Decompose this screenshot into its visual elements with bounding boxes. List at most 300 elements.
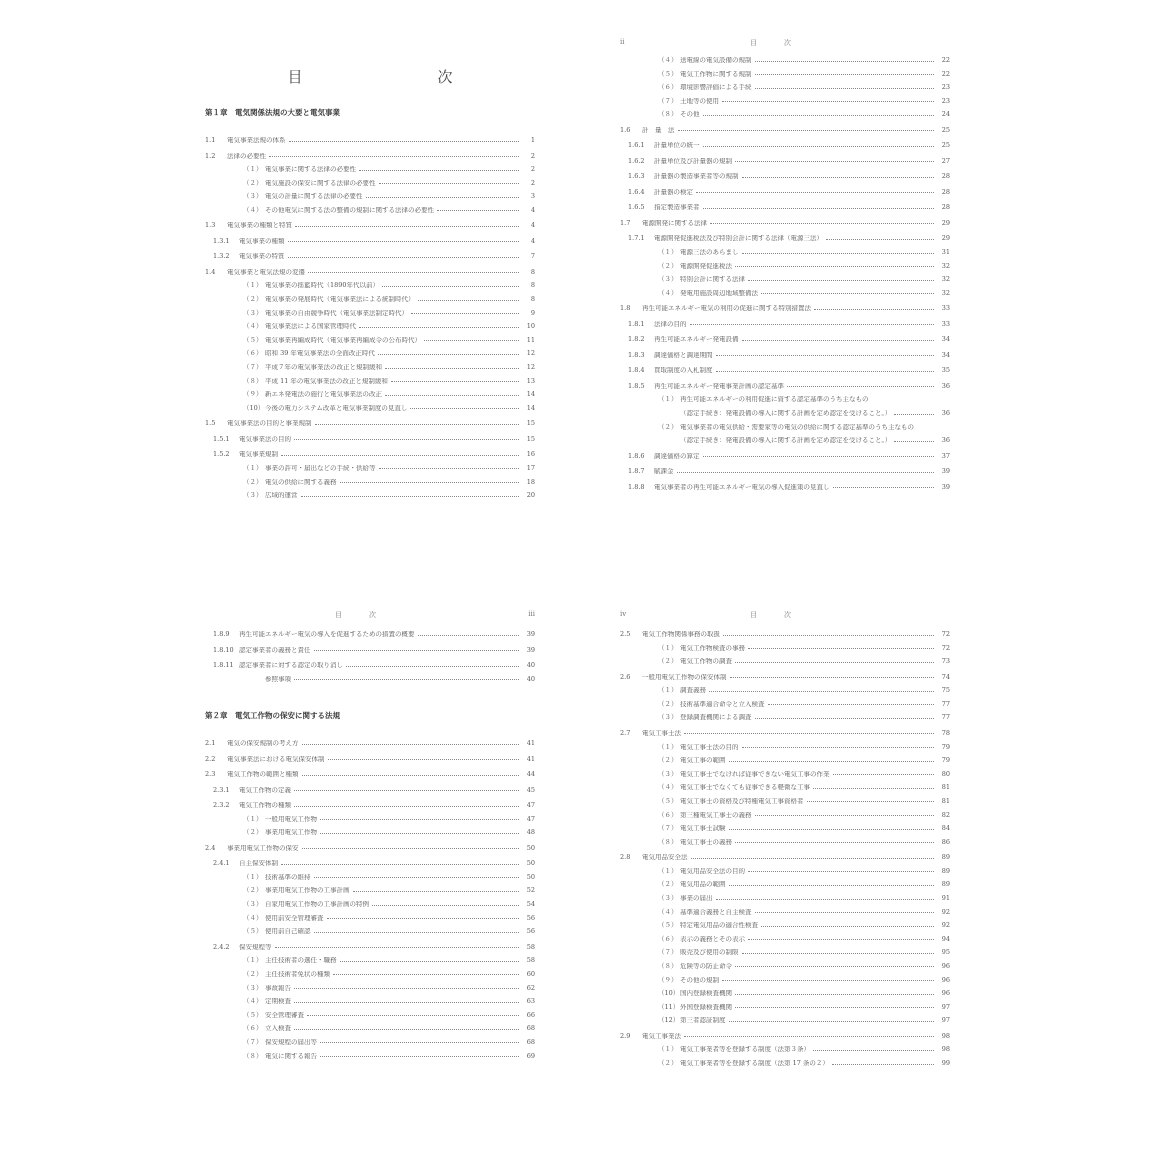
- toc-entry: [205, 275, 535, 289]
- leader-dots: [424, 340, 519, 341]
- toc-entry-page: 73: [941, 657, 950, 666]
- toc-entry-page: 2: [530, 165, 535, 174]
- toc-entry: [620, 195, 950, 211]
- toc-entry: [620, 50, 950, 64]
- toc-entry: [620, 226, 950, 242]
- toc-entry-text: 再生可能エネルギー電気の導入を促進するための措置の概要: [239, 631, 415, 638]
- toc-entry-page: 77: [941, 713, 950, 722]
- toc-entry-page: 29: [941, 234, 950, 243]
- toc-entry-page: 97: [941, 1002, 950, 1011]
- toc-entry: [205, 128, 535, 144]
- toc-entry-text: 調達価格の算定: [654, 452, 700, 460]
- toc-entry-text: 電気事業法規の体系: [227, 137, 286, 144]
- toc-entry-text: 電気の供給に関する義務: [265, 478, 337, 485]
- toc-entry-page: 14: [526, 390, 535, 399]
- page-number: ii: [620, 38, 625, 46]
- toc-entry-page: 77: [941, 699, 950, 708]
- leader-dots: [359, 170, 519, 171]
- toc-entry-number: 2.6: [620, 672, 631, 681]
- toc-entry: [205, 371, 535, 385]
- toc-entry-text: 電気用品安全法の目的: [680, 867, 745, 875]
- toc-entry: [205, 638, 535, 654]
- toc-entry-text: 電気工作物関係事務の取扱: [642, 631, 720, 638]
- toc-entry-text: 電気事業法による国家管理時代: [265, 323, 356, 330]
- leader-dots: [289, 141, 520, 142]
- leader-dots: [814, 309, 934, 310]
- toc-entry-number: （４）: [243, 205, 263, 214]
- running-head: [205, 610, 535, 622]
- toc-entry-page: 23: [941, 96, 950, 105]
- toc-entry-page: 8: [530, 267, 535, 276]
- toc-entry-page: 79: [941, 756, 950, 765]
- leader-dots: [755, 815, 935, 816]
- leader-dots: [340, 961, 520, 962]
- toc-entry-page: 40: [526, 674, 535, 683]
- toc-entry-page: 7: [530, 252, 535, 261]
- toc-entry-page: 45: [526, 785, 535, 794]
- leader-dots: [813, 1050, 934, 1051]
- leader-dots: [748, 871, 934, 872]
- toc-entry: [205, 330, 535, 344]
- toc-entry-page: 22: [941, 56, 950, 65]
- leader-dots: [346, 666, 519, 667]
- toc-entry-page: 1: [530, 136, 535, 144]
- toc-entry-number: （５）: [243, 927, 263, 936]
- toc-entry-number: （３）: [658, 769, 678, 778]
- toc-entry-number: （３）: [243, 900, 263, 909]
- toc-entry-text: 電気用品の範囲: [680, 881, 726, 888]
- leader-dots: [294, 790, 519, 791]
- toc-entry: [205, 793, 535, 809]
- leader-dots: [307, 1015, 519, 1016]
- toc-entry-text: その他: [680, 111, 700, 118]
- leader-dots: [729, 761, 935, 762]
- toc-entry-text: 事業の届出: [680, 895, 713, 902]
- toc-entry: [205, 880, 535, 894]
- toc-entry-text: 電気事業の揺籃時代（1890年代以前）: [265, 282, 380, 289]
- toc-entry-page: 94: [941, 934, 950, 943]
- toc-entry: [620, 861, 950, 875]
- toc-entry-text: 電気施設の保安に関する法律の必要性: [265, 179, 376, 187]
- leader-dots: [894, 441, 934, 442]
- toc-entry-text: 買取制度の入札制度: [654, 367, 713, 374]
- toc-entry-page: 33: [941, 304, 950, 313]
- leader-dots: [807, 801, 935, 802]
- leader-dots: [379, 183, 520, 184]
- toc-entry-text: 安全管理審査: [265, 1011, 304, 1019]
- page-number: iii: [528, 610, 535, 618]
- toc-entry-text: 計 量 法: [642, 126, 675, 134]
- page-number: iv: [620, 610, 627, 618]
- toc-entry-page: 39: [526, 645, 535, 654]
- toc-entry-number: 2.4.2: [213, 942, 230, 951]
- leader-dots: [748, 648, 934, 649]
- toc-entry-page: 2: [530, 178, 535, 187]
- toc-entry-number: 1.6: [620, 125, 631, 134]
- toc-entry-text: 再生可能エネルギーの利用促進に資する認定基準のうち主なもの: [680, 396, 869, 403]
- toc-entry-text: 電気工事士法: [642, 729, 681, 737]
- toc-entry-number: 2.3.1: [213, 785, 230, 794]
- toc-entry-number: 1.8.8: [628, 482, 645, 491]
- toc-entry-number: 1.4: [205, 267, 216, 276]
- leader-dots: [320, 1056, 519, 1057]
- toc-entry-page: 50: [526, 872, 535, 881]
- leader-dots: [366, 197, 520, 198]
- leader-dots: [391, 381, 519, 382]
- toc-entry-page: 32: [941, 275, 950, 284]
- leader-dots: [833, 774, 935, 775]
- toc-entry: [620, 312, 950, 328]
- toc-entry-number: （４）: [658, 56, 678, 65]
- toc-entry: [620, 475, 950, 491]
- toc-entry-text: 電気事業の自由競争時代（電気事業法制定時代）: [265, 309, 408, 317]
- toc-entry: [620, 874, 950, 888]
- toc-entry: [205, 822, 535, 836]
- toc-entry-number: （10）: [658, 989, 680, 998]
- leader-dots: [294, 806, 519, 807]
- toc-entry: [205, 894, 535, 908]
- toc-entry-page: 96: [941, 975, 950, 984]
- toc-entry-number: 1.7.1: [628, 234, 645, 243]
- toc-entry-page: 92: [941, 907, 950, 916]
- leader-dots: [735, 842, 934, 843]
- toc-entry: [205, 778, 535, 794]
- leader-dots: [288, 257, 520, 258]
- toc-entry-page: 35: [941, 366, 950, 375]
- toc-entry-number: 2.1: [205, 739, 216, 748]
- leader-dots: [755, 88, 935, 89]
- toc-entry: [205, 762, 535, 778]
- toc-list: [205, 731, 535, 1059]
- leader-dots: [755, 74, 935, 75]
- toc-entry: [620, 133, 950, 149]
- toc-entry-page: 99: [941, 1059, 950, 1068]
- toc-entry: [205, 836, 535, 852]
- toc-entry-text: 国内登録検査機関: [680, 990, 732, 997]
- toc-entry-page: 68: [526, 1024, 535, 1033]
- toc-entry-text: 危険等の防止命令: [680, 962, 732, 970]
- toc-entry-page: 47: [526, 814, 535, 823]
- toc-entry-number: （６）: [658, 810, 678, 819]
- toc-entry-page: 89: [941, 866, 950, 875]
- toc-entry-text: 第三者認証制度: [680, 1017, 726, 1024]
- toc-entry-text: 技術基準適合命令と立入検査: [680, 700, 765, 708]
- toc-entry: [620, 242, 950, 256]
- toc-entry-text: 電気工作物の範囲と種類: [227, 771, 299, 778]
- toc-entry-page: 33: [941, 319, 950, 328]
- leader-dots: [710, 223, 934, 224]
- toc-entry-text: 使用前自己確認: [265, 928, 311, 935]
- toc-page-bottom-left: [205, 610, 535, 1059]
- toc-page-top-left: [205, 60, 535, 499]
- toc-entry: [620, 997, 950, 1011]
- toc-entry-page: 41: [526, 754, 535, 763]
- toc-entry: [620, 180, 950, 196]
- leader-dots: [703, 456, 935, 457]
- toc-entry-number: （８）: [658, 961, 678, 970]
- toc-entry-page: 96: [941, 989, 950, 998]
- leader-dots: [411, 313, 519, 314]
- toc-entry: [620, 1039, 950, 1053]
- toc-entry-page: 81: [941, 783, 950, 792]
- toc-entry-number: （８）: [243, 1051, 263, 1060]
- leader-dots: [302, 744, 520, 745]
- toc-entry-number: （２）: [243, 828, 263, 837]
- toc-entry-text: 電気工作物の種類: [239, 802, 291, 809]
- toc-entry: [205, 964, 535, 978]
- leader-dots: [735, 966, 934, 967]
- leader-dots: [703, 208, 935, 209]
- toc-entry-text: 調査義務: [680, 687, 706, 694]
- leader-dots: [372, 905, 519, 906]
- leader-dots: [735, 994, 934, 995]
- toc-entry-text: 電源開発促進税法及び特別会計に関する法律（電源三法）: [654, 235, 823, 242]
- toc-entry: [620, 777, 950, 791]
- leader-dots: [742, 253, 935, 254]
- toc-entry-number: （２）: [658, 699, 678, 708]
- leader-dots: [418, 635, 520, 636]
- toc-entry-text: 電気工事士でなければ従事できない電気工事の作業: [680, 770, 830, 778]
- toc-entry: [620, 1010, 950, 1024]
- toc-page-top-right: [620, 38, 950, 490]
- toc-entry-text: 計量単位及び計量器の規制: [654, 157, 732, 165]
- toc-entry: [620, 164, 950, 180]
- toc-entry: [620, 343, 950, 359]
- leader-dots: [315, 424, 520, 425]
- leader-dots: [742, 177, 935, 178]
- toc-entry: [620, 256, 950, 270]
- toc-entry: [620, 651, 950, 665]
- toc-entry-text: 電気事業に関する法律の必要性: [265, 166, 356, 173]
- toc-entry-text: 電気工作物に関する規制: [680, 70, 752, 78]
- toc-entry-page: 63: [526, 997, 535, 1006]
- toc-entry-number: （２）: [658, 1059, 678, 1068]
- toc-entry-number: （５）: [658, 69, 678, 78]
- toc-entry: [620, 118, 950, 134]
- toc-entry-page: 15: [526, 434, 535, 443]
- toc-entry: [205, 747, 535, 763]
- toc-entry-number: 2.5: [620, 630, 631, 638]
- leader-dots: [755, 61, 935, 62]
- leader-dots: [281, 864, 519, 865]
- toc-entry-number: （３）: [243, 983, 263, 992]
- toc-entry-number: （２）: [243, 295, 263, 304]
- toc-entry: [620, 721, 950, 737]
- leader-dots: [320, 1042, 519, 1043]
- toc-entry: [620, 694, 950, 708]
- toc-entry-page: 25: [941, 141, 950, 150]
- toc-entry: [620, 665, 950, 681]
- toc-entry: [620, 983, 950, 997]
- toc-entry-text: 電気工事士の資格及び特種電気工事資格者: [680, 797, 804, 805]
- toc-entry: [205, 200, 535, 214]
- toc-entry: [620, 91, 950, 105]
- toc-entry: [205, 316, 535, 330]
- toc-entry-page: 80: [941, 769, 950, 778]
- toc-entry: [620, 804, 950, 818]
- toc-entry: [205, 384, 535, 398]
- toc-entry-page: 66: [526, 1010, 535, 1019]
- leader-dots: [314, 877, 520, 878]
- toc-entry: [205, 921, 535, 935]
- toc-entry-page: 12: [526, 363, 535, 372]
- toc-entry-text: 電源開発促進税法: [680, 262, 732, 270]
- toc-entry: [205, 260, 535, 276]
- toc-entry-number: （２）: [243, 178, 263, 187]
- leader-dots: [302, 775, 520, 776]
- leader-dots: [684, 733, 934, 734]
- toc-entry-text: 事故報告: [265, 984, 291, 992]
- toc-entry-number: 2.3: [205, 770, 216, 779]
- leader-dots: [742, 747, 935, 748]
- leader-dots: [269, 156, 519, 157]
- toc-entry-page: 44: [526, 770, 535, 779]
- toc-entry-page: 31: [941, 248, 950, 257]
- toc-entry-number: （１）: [658, 1045, 678, 1054]
- toc-entry-number: （12）: [658, 1016, 680, 1025]
- toc-list: [205, 622, 535, 682]
- toc-entry: [620, 269, 950, 283]
- toc-entry-text: 主任技術者の選任・職務: [265, 957, 337, 964]
- leader-dots: [382, 286, 519, 287]
- toc-entry-page: 89: [941, 853, 950, 862]
- toc-entry-text: 法律の必要性: [227, 152, 266, 159]
- toc-entry-continuation: [620, 403, 950, 417]
- toc-entry-page: 18: [526, 477, 535, 486]
- leader-dots: [735, 662, 934, 663]
- leader-dots: [755, 718, 935, 719]
- toc-entry-number: 1.8.4: [628, 366, 645, 375]
- toc-entry-page: 25: [941, 125, 950, 134]
- toc-entry-number: （３）: [243, 491, 263, 500]
- toc-entry: [205, 731, 535, 747]
- toc-entry-text: （認定手続き：発電設備の導入に関する計画を定め認定を受けること。）: [680, 437, 892, 444]
- leader-dots: [340, 482, 520, 483]
- leader-dots: [678, 130, 935, 131]
- toc-entry-text: 保安規程等: [239, 943, 272, 951]
- toc-entry-text: 電気事業の発展時代（電気事業法による統制時代）: [265, 296, 415, 303]
- toc-entry: [620, 764, 950, 778]
- toc-entry: [620, 736, 950, 750]
- toc-entry: [620, 64, 950, 78]
- toc-entry-text: 電気事業の特質: [239, 253, 285, 260]
- toc-entry-text: 電気工作物の調査: [680, 658, 732, 665]
- toc-entry-number: （２）: [658, 756, 678, 765]
- toc-entry: [205, 244, 535, 260]
- leader-dots: [735, 1007, 934, 1008]
- toc-entry-page: 96: [941, 961, 950, 970]
- toc-entry-page: 36: [941, 436, 950, 445]
- leader-dots: [703, 115, 935, 116]
- toc-entry-number: 1.5.2: [213, 450, 230, 459]
- toc-entry-page: 12: [526, 349, 535, 358]
- toc-entry-number: （５）: [658, 796, 678, 805]
- toc-entry-text: 認定事業者に対する認定の取り消し: [239, 662, 343, 669]
- toc-entry-text: 外国登録検査機関: [680, 1003, 732, 1011]
- leader-dots: [716, 371, 935, 372]
- toc-entry-page: 98: [941, 1031, 950, 1040]
- toc-entry-number: 2.8: [620, 853, 631, 862]
- toc-entry-page: 47: [526, 801, 535, 810]
- toc-entry-number: （２）: [243, 886, 263, 895]
- toc-entry-text: 電気事業法の目的: [239, 435, 291, 443]
- toc-entry-number: （３）: [658, 894, 678, 902]
- toc-entry-text: 電気の保安規制の考え方: [227, 740, 299, 747]
- toc-entry-text: 計量器の検定: [654, 188, 693, 196]
- toc-entry-page: 11: [526, 335, 535, 344]
- toc-entry-number: 1.3.2: [213, 252, 230, 261]
- leader-dots: [691, 858, 935, 859]
- toc-entry: [620, 459, 950, 475]
- toc-entry-page: 52: [526, 886, 535, 895]
- toc-entry-page: 22: [941, 69, 950, 78]
- toc-entry-page: 8: [530, 281, 535, 290]
- toc-entry: [620, 638, 950, 652]
- toc-entry-number: （４）: [658, 783, 678, 792]
- toc-entry: [205, 229, 535, 245]
- toc-entry-page: 34: [941, 350, 950, 359]
- toc-entry-page: 79: [941, 742, 950, 751]
- toc-entry-text: 広域的運営: [265, 492, 298, 499]
- toc-entry-number: 1.6.3: [628, 172, 645, 181]
- leader-dots: [735, 161, 934, 162]
- toc-entry-text: 一般用電気工作物: [265, 815, 317, 823]
- toc-entry: [205, 1045, 535, 1059]
- toc-entry: [620, 832, 950, 846]
- toc-entry-text: 再生可能エネルギー発電事業計画の認定基準: [654, 382, 784, 390]
- toc-entry-number: 1.8.6: [628, 451, 645, 460]
- toc-entry-page: 27: [941, 156, 950, 165]
- toc-entry-text: 事業用電気工作物の保安: [227, 844, 299, 852]
- toc-entry-text: 登録調査機関による調査: [680, 714, 752, 721]
- toc-entry-number: （６）: [243, 1024, 263, 1033]
- toc-entry-text: 電気工事士でなくても従事できる軽微な工事: [680, 784, 810, 791]
- toc-entry-page: 36: [941, 381, 950, 390]
- toc-entry-number: 2.3.2: [213, 801, 230, 810]
- toc-entry: [205, 867, 535, 881]
- toc-entry-number: （１）: [658, 248, 678, 257]
- toc-entry-number: 1.5: [205, 419, 216, 428]
- toc-entry-text: 電気工作物検査の事務: [680, 644, 745, 652]
- toc-entry: [205, 144, 535, 160]
- toc-entry: [620, 818, 950, 832]
- toc-entry-page: 68: [526, 1037, 535, 1046]
- toc-entry-page: 97: [941, 1016, 950, 1025]
- toc-entry: [205, 485, 535, 499]
- toc-entry-text: 電気事業法の目的と事業規制: [227, 420, 312, 427]
- toc-entry-page: 23: [941, 83, 950, 92]
- toc-entry-page: 32: [941, 261, 950, 270]
- toc-entry-number: （５）: [243, 1010, 263, 1019]
- leader-dots: [294, 1002, 519, 1003]
- toc-entry: [205, 653, 535, 669]
- toc-entry-page: 81: [941, 796, 950, 805]
- leader-dots: [729, 885, 935, 886]
- toc-entry: [620, 956, 950, 970]
- leader-dots: [333, 974, 519, 975]
- toc-entry-number: （８）: [243, 376, 263, 385]
- leader-dots: [418, 300, 520, 301]
- toc-entry-text: 送電線の電気設備の規制: [680, 57, 752, 64]
- leader-dots: [722, 980, 934, 981]
- toc-entry: [205, 343, 535, 357]
- toc-entry-text: 特別会計に関する法律: [680, 276, 745, 283]
- toc-entry-number: （２）: [243, 969, 263, 978]
- leader-dots: [729, 829, 935, 830]
- toc-entry-page: 16: [526, 450, 535, 459]
- leader-dots: [813, 788, 934, 789]
- toc-entry-text: 立入検査: [265, 1025, 291, 1032]
